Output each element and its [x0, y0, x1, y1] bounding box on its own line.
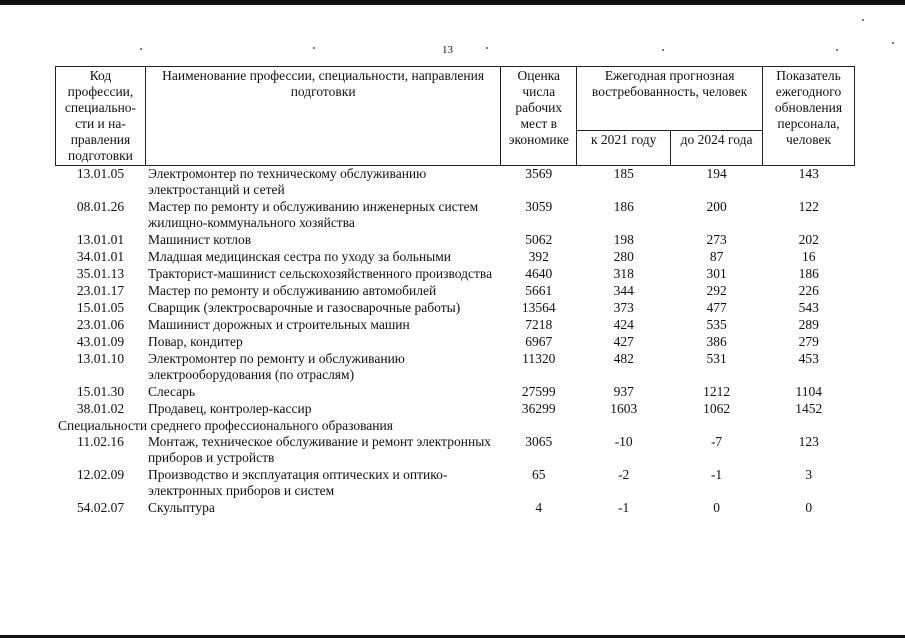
- cell-estimate: 65: [532, 467, 546, 482]
- cell-renewal: 1452: [795, 401, 823, 416]
- cell-demand-2024: -7: [710, 434, 723, 449]
- cell-renewal: 543: [798, 300, 819, 315]
- cell-estimate: 5062: [525, 232, 553, 247]
- cell-demand-2024: 87: [709, 249, 724, 264]
- table-row: [56, 283, 855, 300]
- cell-name: Мастер по ремонту и обслуживанию автомобилей: [147, 283, 437, 298]
- cell-code: 08.01.26: [76, 199, 125, 214]
- cell-demand-2021: 427: [613, 334, 634, 349]
- table-body-specialties: [56, 434, 855, 517]
- cell-name: Продавец, контролер-кассир: [147, 401, 312, 416]
- cell-renewal: 226: [798, 283, 819, 298]
- cell-demand-2021: 424: [613, 317, 634, 332]
- cell-demand-2021: 186: [613, 199, 634, 214]
- cell-estimate: 3065: [525, 434, 553, 449]
- table-row: [56, 300, 855, 317]
- cell-demand-2021: 318: [613, 266, 634, 281]
- cell-demand-2021: 373: [613, 300, 634, 315]
- scan-speck: [862, 19, 864, 21]
- header-to-2024: до 2024 года: [671, 131, 763, 166]
- cell-name: Электромонтер по ремонту и обслуживанию электрооборудования (по отраслям): [147, 351, 405, 382]
- cell-renewal: 123: [798, 434, 819, 449]
- cell-code: 35.01.13: [76, 266, 125, 281]
- table-row: [56, 467, 855, 500]
- cell-estimate: 7218: [525, 317, 553, 332]
- scan-speck: [836, 49, 838, 51]
- header-name: Наименование профессии, специальности, направления подготовки: [145, 67, 500, 166]
- cell-demand-2024: 0: [713, 500, 720, 515]
- cell-demand-2024: 1062: [703, 401, 731, 416]
- cell-name: Электромонтер по техническому обслуживанию электростанций и сетей: [147, 166, 427, 197]
- cell-renewal: 453: [798, 351, 819, 366]
- table-row: [56, 232, 855, 249]
- cell-estimate: 6967: [525, 334, 553, 349]
- table-row: [56, 199, 855, 232]
- scan-speck: [662, 49, 664, 51]
- table-row: [56, 249, 855, 266]
- table-row: [56, 384, 855, 401]
- cell-name: Производство и эксплуатация оптических и оптико-электронных приборов и систем: [147, 467, 448, 498]
- cell-code: 43.01.09: [76, 334, 125, 349]
- cell-demand-2024: 531: [706, 351, 727, 366]
- cell-renewal: 16: [802, 249, 816, 264]
- cell-renewal: 3: [805, 467, 813, 482]
- cell-code: 15.01.05: [76, 300, 125, 315]
- cell-name: Машинист котлов: [147, 232, 252, 247]
- header-annual-demand: Ежегодная прогнозная востребованность, человек: [577, 67, 763, 131]
- table-row: [56, 317, 855, 334]
- cell-code: 38.01.02: [76, 401, 125, 416]
- cell-demand-2024: 194: [706, 166, 727, 181]
- cell-name: Повар, кондитер: [147, 334, 243, 349]
- cell-code: 12.02.09: [76, 467, 125, 482]
- cell-renewal: 289: [798, 317, 819, 332]
- cell-demand-2021: -10: [614, 434, 633, 449]
- table-row: [56, 401, 855, 418]
- cell-name: Монтаж, техническое обслуживание и ремонт электронных приборов и устройств: [147, 434, 492, 465]
- cell-demand-2021: -1: [618, 500, 630, 515]
- cell-code: 23.01.06: [76, 317, 125, 332]
- cell-renewal: 143: [798, 166, 819, 181]
- cell-demand-2021: 198: [613, 232, 634, 247]
- cell-demand-2021: 1603: [610, 401, 638, 416]
- cell-code: 23.01.17: [76, 283, 125, 298]
- cell-demand-2024: 292: [706, 283, 727, 298]
- cell-estimate: 4: [535, 500, 543, 515]
- cell-name: Тракторист-машинист сельскохозяйственного производства: [147, 266, 493, 281]
- cell-demand-2024: -1: [710, 467, 723, 482]
- cell-demand-2024: 301: [706, 266, 727, 281]
- cell-name: Мастер по ремонту и обслуживанию инженерных систем жилищно-коммунального хозяйства: [147, 199, 479, 230]
- table-row: [56, 266, 855, 283]
- cell-estimate: 27599: [521, 384, 556, 399]
- header-code: Код профессии, специально-сти и на-правления подготовки: [56, 67, 146, 166]
- cell-estimate: 4640: [525, 266, 553, 281]
- cell-demand-2024: 200: [706, 199, 727, 214]
- cell-renewal: 202: [798, 232, 819, 247]
- cell-renewal: 1104: [795, 384, 822, 399]
- cell-estimate: 3569: [525, 166, 553, 181]
- cell-demand-2024: 477: [706, 300, 727, 315]
- cell-estimate: 392: [528, 249, 549, 264]
- cell-code: 13.01.05: [76, 166, 125, 181]
- cell-demand-2024: 1212: [703, 384, 731, 399]
- professions-table: [55, 66, 855, 517]
- table-body-professions: [56, 166, 855, 419]
- cell-demand-2021: 937: [613, 384, 634, 399]
- header-to-2021: к 2021 году: [577, 131, 671, 166]
- scan-speck: [313, 47, 315, 49]
- cell-code: 13.01.01: [76, 232, 125, 247]
- cell-demand-2021: 344: [613, 283, 634, 298]
- scan-speck: [892, 42, 894, 44]
- cell-name: Слесарь: [147, 384, 196, 399]
- page-number: 13: [442, 44, 453, 56]
- cell-renewal: 186: [798, 266, 819, 281]
- header-renewal: Показатель ежегодного обновления персонала, человек: [763, 67, 855, 166]
- cell-code: 54.02.07: [76, 500, 125, 515]
- cell-renewal: 0: [805, 500, 813, 515]
- cell-name: Сварщик (электросварочные и газосварочные работы): [147, 300, 461, 315]
- cell-code: 15.01.30: [76, 384, 125, 399]
- table-row: [56, 434, 855, 467]
- table-row: [56, 351, 855, 384]
- section-title: Специальности среднего профессионального образования: [58, 418, 393, 433]
- cell-demand-2021: 482: [613, 351, 634, 366]
- cell-code: 13.01.10: [76, 351, 125, 366]
- cell-code: 34.01.01: [76, 249, 125, 264]
- cell-code: 11.02.16: [77, 434, 124, 449]
- header-estimate: Оценка числа рабочих мест в экономике: [501, 67, 577, 166]
- scan-speck: [140, 48, 142, 50]
- cell-estimate: 5661: [525, 283, 553, 298]
- cell-name: Машинист дорожных и строительных машин: [147, 317, 410, 332]
- cell-demand-2024: 535: [706, 317, 727, 332]
- cell-demand-2021: 280: [613, 249, 634, 264]
- cell-name: Младшая медицинская сестра по уходу за больными: [147, 249, 452, 264]
- cell-renewal: 279: [798, 334, 819, 349]
- cell-renewal: 122: [798, 199, 819, 214]
- table-row: [56, 334, 855, 351]
- table-row: [56, 500, 855, 517]
- table-row: [56, 166, 855, 200]
- cell-estimate: 11320: [522, 351, 556, 366]
- cell-demand-2024: 386: [706, 334, 727, 349]
- cell-name: Скульптура: [147, 500, 215, 515]
- cell-demand-2021: 185: [613, 166, 634, 181]
- cell-demand-2024: 273: [706, 232, 727, 247]
- cell-estimate: 13564: [521, 300, 556, 315]
- scan-bottom-border: [0, 635, 905, 638]
- cell-demand-2021: -2: [618, 467, 630, 482]
- scan-speck: [486, 47, 488, 49]
- scan-top-border: [0, 0, 905, 5]
- cell-estimate: 36299: [521, 401, 556, 416]
- cell-estimate: 3059: [525, 199, 553, 214]
